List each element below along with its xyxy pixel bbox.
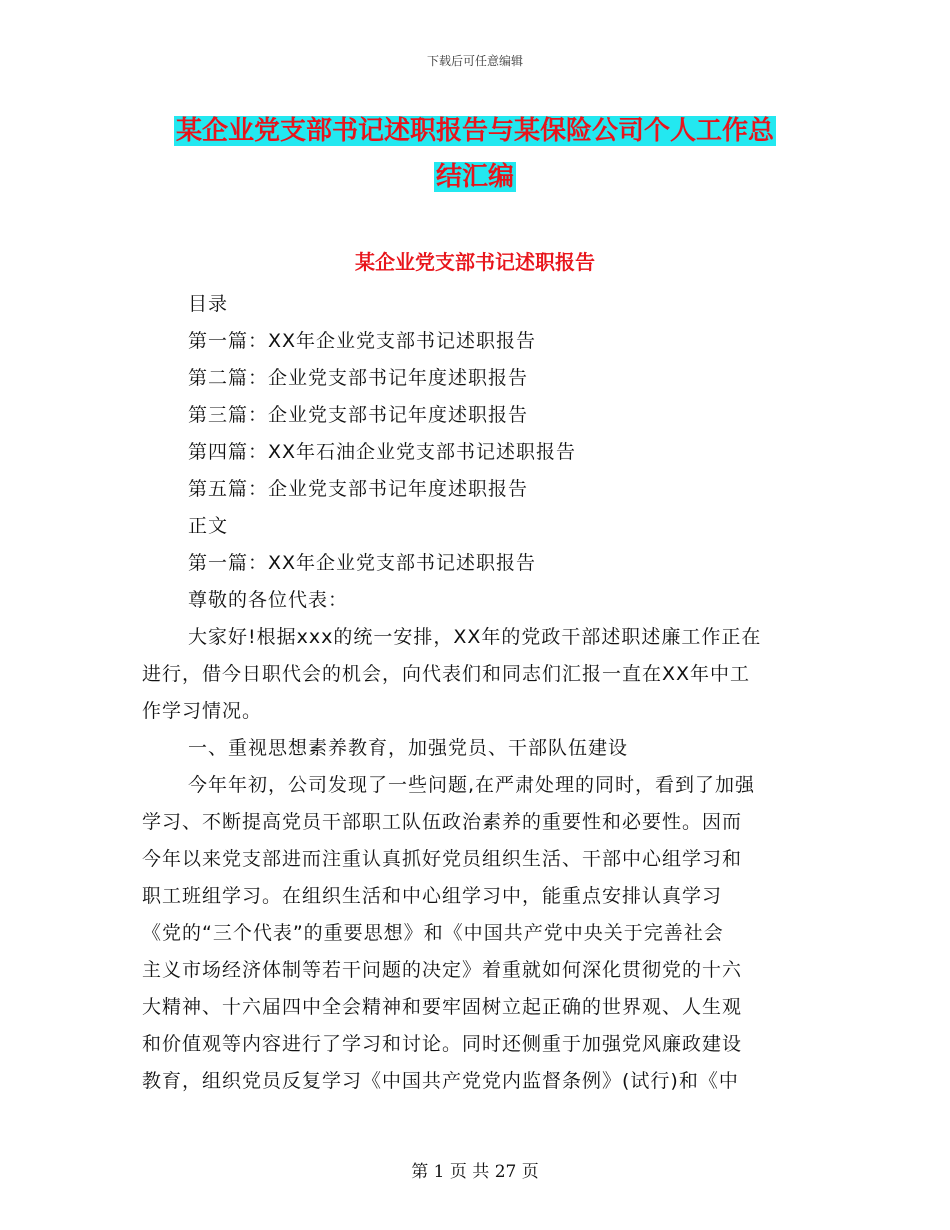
paragraph-line: 职工班组学习。在组织生活和中心组学习中，能重点安排认真学习 [142, 885, 723, 907]
paragraph-line: 今年以来党支部进而注重认真抓好党员组织生活、干部中心组学习和 [142, 848, 743, 870]
subheading: 一、重视思想素养教育，加强党员、干部队伍建设 [188, 737, 629, 759]
article-heading: 第一篇：XX年企业党支部书记述职报告 [188, 552, 537, 574]
paragraph-line: 《党的“三个代表”的重要思想》和《中国共产党中央关于完善社会 [142, 922, 724, 944]
paragraph-line: 教育，组织党员反复学习《中国共产党党内监督条例》(试行)和《中 [142, 1070, 739, 1092]
document-title [0, 108, 950, 200]
paragraph-line: 进行，借今日职代会的机会，向代表们和同志们汇报一直在XX年中工 [142, 663, 751, 685]
paragraph-line: 作学习情况。 [142, 700, 263, 722]
page-header-note: 下载后可任意编辑 [426, 54, 523, 68]
paragraph-line: 大家好!根据xxx的统一安排，XX年的党政干部述职述廉工作正在 [188, 626, 762, 648]
page-number: 第 1 页 共 27 页 [411, 1162, 539, 1182]
body-heading: 正文 [188, 515, 229, 537]
toc-item: 第四篇：XX年石油企业党支部书记述职报告 [188, 441, 577, 463]
paragraph-line: 主义市场经济体制等若干问题的决定》着重就如何深化贯彻党的十六 [142, 959, 743, 981]
toc-heading: 目录 [188, 293, 229, 315]
paragraph-line: 今年年初，公司发现了一些问题,在严肃处理的同时，看到了加强 [188, 774, 756, 796]
title-line-2: 结汇编 [435, 162, 514, 192]
paragraph-line: 学习、不断提高党员干部职工队伍政治素养的重要性和必要性。因而 [142, 811, 743, 833]
toc-item: 第一篇：XX年企业党支部书记述职报告 [188, 330, 537, 352]
paragraph-line: 和价值观等内容进行了学习和讨论。同时还侧重于加强党风廉政建设 [142, 1033, 743, 1055]
toc-item: 第二篇：企业党支部书记年度述职报告 [188, 367, 529, 389]
toc-item: 第五篇：企业党支部书记年度述职报告 [188, 478, 529, 500]
section-title: 某企业党支部书记述职报告 [355, 250, 595, 274]
title-line-1: 某企业党支部书记述职报告与某保险公司个人工作总 [175, 116, 774, 146]
salutation: 尊敬的各位代表： [188, 589, 349, 611]
paragraph-line: 大精神、十六届四中全会精神和要牢固树立起正确的世界观、人生观 [142, 996, 743, 1018]
toc-item: 第三篇：企业党支部书记年度述职报告 [188, 404, 529, 426]
